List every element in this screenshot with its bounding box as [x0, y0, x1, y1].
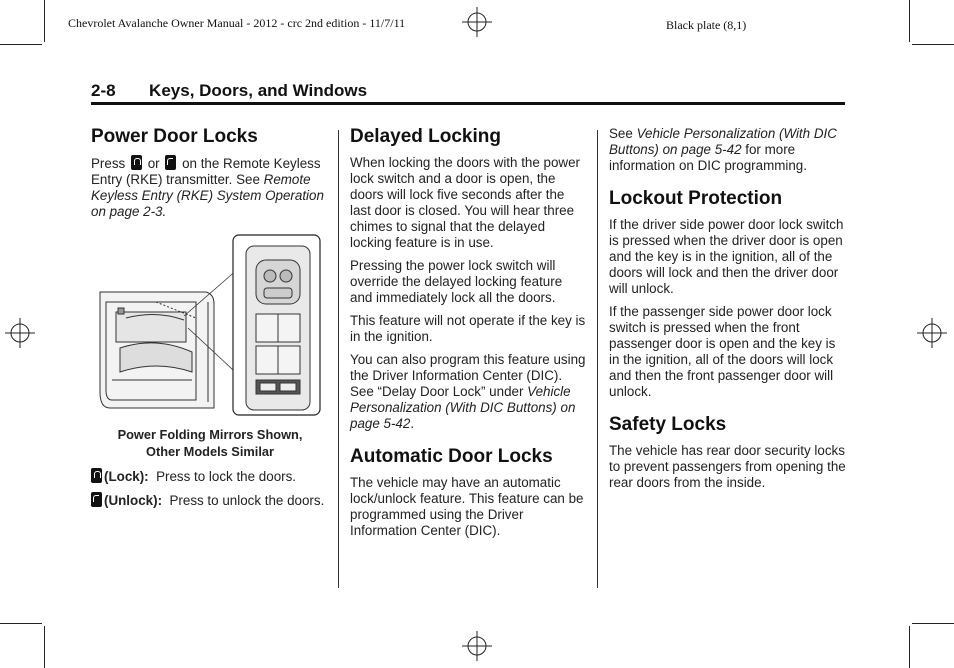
paragraph: The vehicle may have an automatic lock/unlock feature. This feature can be programmed using the Driver Information Center (DIC).	[350, 475, 584, 538]
paragraph: If the driver side power door lock switch is pressed when the driver door is open and the key is in the ignition, all of the doors will lock and then the driver door will unlock.	[609, 217, 844, 296]
column-2	[350, 126, 588, 546]
plate-label: Black plate (8,1)	[666, 18, 747, 32]
crop-mark	[909, 626, 910, 668]
paragraph: Pressing the power lock switch will override the delayed locking feature and immediately lock all the doors.	[350, 258, 563, 305]
column-divider	[597, 130, 598, 588]
paragraph: You can also program this feature using the Driver Information Center (DIC). See “Delay Door Lock” under Vehicle Personalization (With DIC Buttons) on page 5-42.	[350, 352, 586, 431]
registration-mark-right	[917, 318, 947, 348]
column-1-lower	[91, 468, 326, 516]
registration-mark-top	[462, 7, 492, 37]
crop-mark	[0, 623, 42, 624]
lock-icon	[91, 468, 102, 483]
unlock-icon	[165, 155, 176, 170]
door-lock-illustration	[96, 232, 322, 418]
rke-reference: Remote Keyless Entry (RKE) System Operation on page 2-3.	[91, 172, 324, 219]
page-number: 2-8	[91, 81, 116, 100]
column-divider	[338, 130, 339, 588]
heading-lockout-protection: Lockout Protection	[609, 188, 783, 209]
unlock-description: (Unlock): Press to unlock the doors.	[91, 492, 326, 509]
lock-icon	[131, 155, 142, 170]
lock-description: (Lock): Press to lock the doors.	[91, 468, 326, 485]
door-panel	[100, 292, 214, 408]
column-3	[609, 126, 847, 498]
heading-automatic-door-locks: Automatic Door Locks	[350, 446, 553, 467]
crop-mark	[912, 44, 954, 45]
heading-power-door-locks: Power Door Locks	[91, 126, 258, 147]
paragraph: See Vehicle Personalization (With DIC Buttons) on page 5-42 for more information on DIC programming.	[609, 126, 837, 173]
paragraph: The vehicle has rear door security locks to prevent passengers from opening the rear doors from the inside.	[609, 443, 846, 490]
crop-mark	[912, 623, 954, 624]
registration-mark-bottom	[462, 631, 492, 661]
paragraph: This feature will not operate if the key is in the ignition.	[350, 313, 586, 344]
registration-mark-left	[5, 318, 35, 348]
crop-mark	[0, 44, 42, 45]
section-header	[91, 81, 367, 101]
crop-mark	[44, 626, 45, 668]
section-rule	[91, 102, 845, 105]
figure-caption: Power Folding Mirrors Shown, Other Models Similar	[117, 427, 303, 459]
dic-reference: Vehicle Personalization (With DIC Buttons) on page 5-42	[609, 126, 837, 157]
print-header: Chevrolet Avalanche Owner Manual - 2012 - crc 2nd edition - 11/7/11	[68, 16, 406, 30]
crop-mark	[44, 0, 45, 42]
dic-reference: Vehicle Personalization (With DIC Buttons) on page 5-42	[350, 384, 576, 431]
heading-delayed-locking: Delayed Locking	[350, 126, 501, 147]
section-title: Keys, Doors, and Windows	[149, 81, 368, 100]
paragraph: When locking the doors with the power lock switch and a door is open, the doors will lock five seconds after the last door is closed. You will hear three chimes to signal that the delayed locking feature is in use.	[350, 155, 580, 250]
intro-paragraph: Press or on the Remote Keyless Entry (RKE) transmitter. See Remote Keyless Entry (RKE) System Operation on page 2-3.	[91, 156, 324, 219]
crop-mark	[909, 0, 910, 42]
switch-panel	[246, 246, 310, 410]
unlock-icon	[91, 492, 102, 507]
heading-safety-locks: Safety Locks	[609, 414, 727, 435]
column-1	[91, 126, 326, 227]
paragraph: If the passenger side power door lock switch is pressed when the front passenger door is open and the key is in the ignition, all of the doors will lock and then the front passenger door will unlock.	[609, 304, 836, 399]
